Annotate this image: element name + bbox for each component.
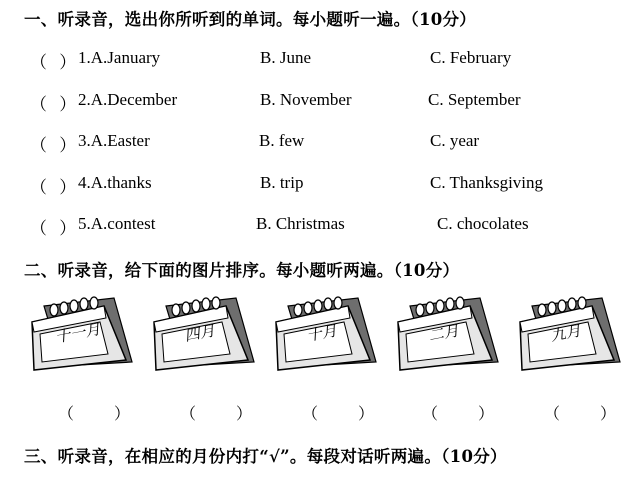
option-c: C. Thanksgiving bbox=[430, 173, 544, 192]
option-a: 1.A.January bbox=[78, 48, 161, 67]
calendar-answer-blank-3[interactable]: （ ） bbox=[302, 406, 393, 423]
option-c: C. year bbox=[430, 131, 480, 150]
calendar-month-label: 二月 bbox=[429, 321, 461, 346]
calendar-picture-1 bbox=[26, 294, 136, 376]
option-a: 5.A.contest bbox=[78, 214, 156, 233]
answer-blank[interactable]: （ ） bbox=[30, 219, 81, 238]
section-1-title: 一、听录音，选出你所听到的单词。每小题听一遍。（10分） bbox=[24, 10, 477, 29]
option-c: C. September bbox=[428, 90, 521, 109]
option-c: C. February bbox=[430, 48, 512, 67]
calendar-answer-blank-5[interactable]: （ ） bbox=[544, 406, 635, 423]
option-b: B. few bbox=[259, 131, 305, 150]
calendar-answer-blank-4[interactable]: （ ） bbox=[422, 406, 513, 423]
question-row-1 bbox=[0, 48, 640, 72]
option-b: B. Christmas bbox=[256, 214, 345, 233]
question-row-3 bbox=[0, 131, 640, 155]
calendar-month-label: 九月 bbox=[551, 321, 583, 346]
question-row-5 bbox=[0, 214, 640, 238]
option-b: B. June bbox=[260, 48, 311, 67]
calendar-picture-4 bbox=[392, 294, 502, 376]
option-a: 4.A.thanks bbox=[78, 173, 152, 192]
section-2-title: 二、听录音，给下面的图片排序。每小题听两遍。（10分） bbox=[24, 261, 460, 280]
option-b: B. November bbox=[260, 90, 352, 109]
answer-blank[interactable]: （ ） bbox=[30, 178, 81, 197]
calendar-month-label: 十月 bbox=[307, 321, 339, 346]
option-b: B. trip bbox=[260, 173, 304, 192]
calendar-picture-2 bbox=[148, 294, 258, 376]
question-row-4 bbox=[0, 173, 640, 197]
calendar-picture-3 bbox=[270, 294, 380, 376]
option-c: C. chocolates bbox=[437, 214, 529, 233]
answer-blank[interactable]: （ ） bbox=[30, 136, 81, 155]
answer-blank[interactable]: （ ） bbox=[30, 53, 81, 72]
calendar-answer-blank-2[interactable]: （ ） bbox=[180, 406, 271, 423]
calendar-month-label: 四月 bbox=[185, 321, 217, 346]
option-a: 3.A.Easter bbox=[78, 131, 150, 150]
calendar-answer-blank-1[interactable]: （ ） bbox=[58, 406, 149, 423]
option-a: 2.A.December bbox=[78, 90, 178, 109]
question-row-2 bbox=[0, 90, 640, 114]
answer-blank[interactable]: （ ） bbox=[30, 95, 81, 114]
calendar-picture-5 bbox=[514, 294, 624, 376]
calendar-month-label: 十一月 bbox=[55, 319, 102, 347]
section-3-title: 三、听录音，在相应的月份内打“√”。每段对话听两遍。（10分） bbox=[24, 447, 507, 466]
